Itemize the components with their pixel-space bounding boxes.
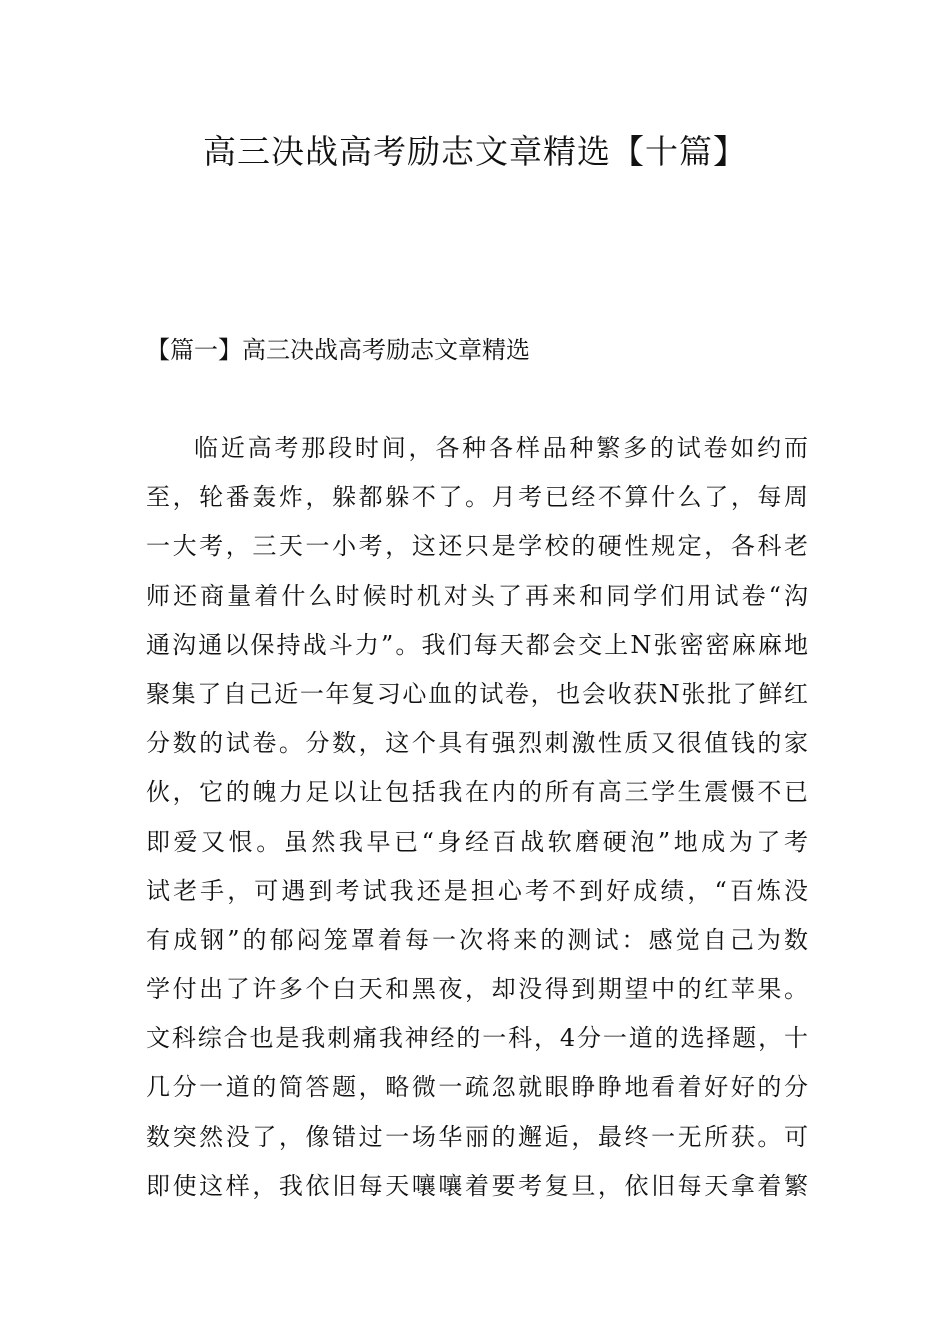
paragraph-line: 学付出了许多个白天和黑夜，却没得到期望中的红苹果。 [146, 975, 808, 1004]
document-title: 高三决战高考励志文章精选【十篇】 [203, 132, 747, 171]
paragraph-line: 文科综合也是我刺痛我神经的一科，4分一道的选择题，十 [146, 1024, 808, 1053]
paragraph-line: 几分一道的简答题，略微一疏忽就眼睁睁地看着好好的分 [146, 1073, 808, 1102]
paragraph-line: 数突然没了，像错过一场华丽的邂逅，最终一无所获。可 [146, 1122, 808, 1151]
paragraph-line: 一大考，三天一小考，这还只是学校的硬性规定，各科老 [146, 532, 808, 561]
body-paragraph [146, 424, 808, 1211]
paragraph-line: 临近高考那段时间，各种各样品种繁多的试卷如约而 [194, 434, 808, 462]
paragraph-line: 通沟通以保持战斗力”。我们每天都会交上N张密密麻麻地 [146, 630, 808, 659]
paragraph-line: 有成钢”的郁闷笼罩着每一次将来的测试：感觉自己为数 [146, 925, 808, 954]
paragraph-line: 伙，它的魄力足以让包括我在内的所有高三学生震慑不已 [146, 778, 808, 807]
paragraph-line: 师还商量着什么时候时机对头了再来和同学们用试卷“沟 [146, 581, 808, 610]
paragraph-line: 至，轮番轰炸，躲都躲不了。月考已经不算什么了，每周 [146, 483, 808, 512]
paragraph-line: 聚集了自己近一年复习心血的试卷，也会收获N张批了鲜红 [146, 679, 808, 708]
paragraph-line: 试老手，可遇到考试我还是担心考不到好成绩，“百炼没 [146, 876, 808, 905]
paragraph-line: 即爱又恨。虽然我早已“身经百战软磨硬泡”地成为了考 [146, 827, 808, 856]
section-heading: 【篇一】高三决战高考励志文章精选 [146, 336, 530, 364]
paragraph-line: 即使这样，我依旧每天嚷嚷着要考复旦，依旧每天拿着繁 [146, 1171, 808, 1200]
paragraph-line: 分数的试卷。分数，这个具有强烈刺激性质又很值钱的家 [146, 729, 808, 758]
